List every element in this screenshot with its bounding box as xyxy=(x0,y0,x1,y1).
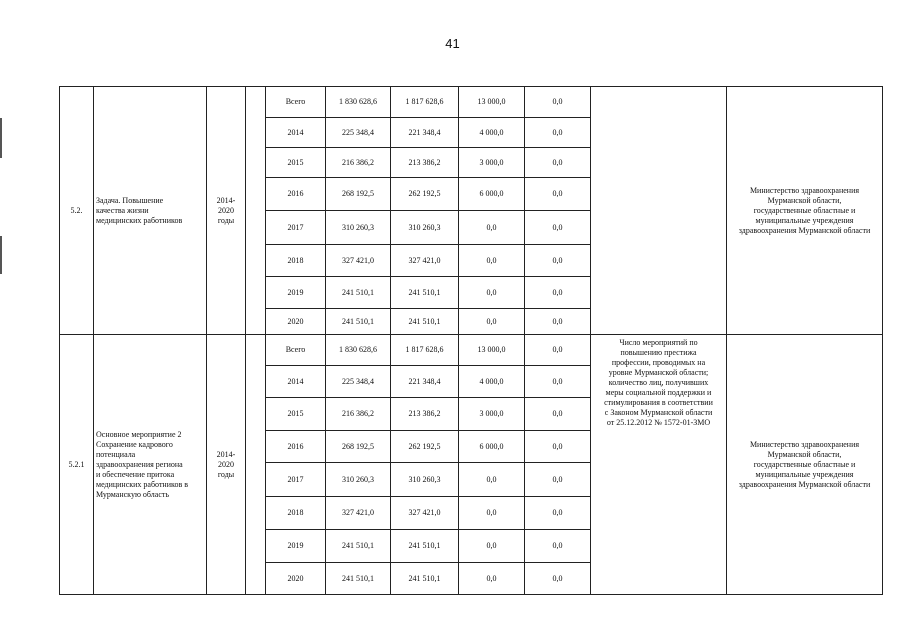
other-amount-cell-text: 0,0 xyxy=(552,573,563,583)
federal-amount-cell-text: 3 000,0 xyxy=(479,157,504,167)
responsible-cell-text: Министерство здравоохранения Мурманской области, государственные областные и муниципальные учреждения здравоохранения Мурманской области xyxy=(738,185,871,235)
federal-amount-cell-text: 0,0 xyxy=(486,316,497,326)
other-amount-cell xyxy=(525,366,591,398)
federal-amount-cell-text: 4 000,0 xyxy=(479,376,504,386)
regional-amount-cell xyxy=(391,335,459,366)
regional-amount-cell-text: 1 817 628,6 xyxy=(405,345,444,354)
regional-amount-cell-text: 241 510,1 xyxy=(408,573,441,583)
section-description-cell xyxy=(94,87,207,335)
federal-amount-cell-text: 0,0 xyxy=(486,573,497,583)
total-amount-cell-text: 1 830 628,6 xyxy=(339,97,377,106)
program-table xyxy=(59,86,883,595)
federal-amount-cell xyxy=(459,563,525,595)
year-cell-text: 2016 xyxy=(287,441,304,451)
other-amount-cell-text: 0,0 xyxy=(552,474,563,484)
federal-amount-cell-text: 3 000,0 xyxy=(479,409,504,418)
responsible-cell-text: Министерство здравоохранения Мурманской области, государственные областные и муниципальные учреждения здравоохранения Мурманской области xyxy=(738,439,871,489)
responsible-cell xyxy=(727,335,883,595)
year-cell xyxy=(266,211,326,245)
scan-edge-mark xyxy=(0,118,2,158)
regional-amount-cell-text: 221 348,4 xyxy=(408,376,441,386)
year-cell-text: 2017 xyxy=(287,474,304,484)
page-number: 41 xyxy=(445,36,460,51)
regional-amount-cell-text: 310 260,3 xyxy=(408,222,441,232)
year-cell xyxy=(266,87,326,118)
year-cell-text: 2019 xyxy=(287,541,304,550)
year-cell-text: 2016 xyxy=(287,189,304,198)
regional-amount-cell xyxy=(391,530,459,563)
year-cell-text: 2017 xyxy=(287,222,304,232)
spacer-cell xyxy=(246,335,266,595)
responsible-cell xyxy=(727,87,883,335)
federal-amount-cell xyxy=(459,245,525,277)
federal-amount-cell xyxy=(459,148,525,178)
other-amount-cell-text: 0,0 xyxy=(552,222,563,232)
federal-amount-cell xyxy=(459,178,525,211)
federal-amount-cell-text: 4 000,0 xyxy=(479,127,504,137)
federal-amount-cell xyxy=(459,277,525,309)
federal-amount-cell-text: 6 000,0 xyxy=(479,189,504,198)
federal-amount-cell xyxy=(459,497,525,530)
federal-amount-cell xyxy=(459,530,525,563)
total-amount-cell xyxy=(326,87,391,118)
indicator-cell xyxy=(591,87,727,335)
other-amount-cell-text: 0,0 xyxy=(552,255,563,265)
period-cell-text: 2014- 2020 годы xyxy=(216,195,236,225)
year-cell-text: 2019 xyxy=(287,287,304,297)
other-amount-cell xyxy=(525,211,591,245)
scan-edge-mark xyxy=(0,236,2,274)
total-amount-cell-text: 241 510,1 xyxy=(342,573,374,583)
federal-amount-cell xyxy=(459,431,525,463)
year-cell xyxy=(266,309,326,335)
table-row xyxy=(60,335,883,366)
regional-amount-cell-text: 310 260,3 xyxy=(408,474,441,484)
indicator-cell xyxy=(591,335,727,595)
year-cell xyxy=(266,335,326,366)
total-amount-cell xyxy=(326,431,391,463)
regional-amount-cell xyxy=(391,148,459,178)
total-amount-cell xyxy=(326,211,391,245)
regional-amount-cell xyxy=(391,398,459,431)
regional-amount-cell xyxy=(391,178,459,211)
total-amount-cell xyxy=(326,178,391,211)
other-amount-cell-text: 0,0 xyxy=(552,189,563,198)
total-amount-cell xyxy=(326,277,391,309)
other-amount-cell-text: 0,0 xyxy=(552,541,563,550)
section-number-cell-text: 5.2. xyxy=(70,205,83,215)
year-cell-text: 2020 xyxy=(287,573,304,583)
year-cell xyxy=(266,463,326,497)
regional-amount-cell xyxy=(391,309,459,335)
total-amount-cell xyxy=(326,463,391,497)
other-amount-cell xyxy=(525,309,591,335)
other-amount-cell xyxy=(525,245,591,277)
regional-amount-cell-text: 241 510,1 xyxy=(408,287,441,297)
total-amount-cell-text: 1 830 628,6 xyxy=(339,345,377,354)
section-description-cell-text: Задача. Повышение качества жизни медицинских работников xyxy=(96,195,183,225)
total-amount-cell xyxy=(326,335,391,366)
other-amount-cell xyxy=(525,530,591,563)
regional-amount-cell-text: 221 348,4 xyxy=(408,127,441,137)
other-amount-cell-text: 0,0 xyxy=(552,127,563,137)
year-cell-text: Всего xyxy=(285,97,306,106)
total-amount-cell xyxy=(326,245,391,277)
regional-amount-cell xyxy=(391,277,459,309)
total-amount-cell xyxy=(326,148,391,178)
regional-amount-cell-text: 1 817 628,6 xyxy=(405,97,444,106)
other-amount-cell xyxy=(525,398,591,431)
other-amount-cell xyxy=(525,277,591,309)
year-cell xyxy=(266,178,326,211)
year-cell xyxy=(266,148,326,178)
regional-amount-cell xyxy=(391,211,459,245)
regional-amount-cell-text: 241 510,1 xyxy=(408,541,441,550)
other-amount-cell xyxy=(525,335,591,366)
federal-amount-cell-text: 0,0 xyxy=(486,287,497,297)
regional-amount-cell xyxy=(391,118,459,148)
year-cell xyxy=(266,431,326,463)
regional-amount-cell-text: 262 192,5 xyxy=(408,441,441,451)
other-amount-cell xyxy=(525,87,591,118)
total-amount-cell-text: 225 348,4 xyxy=(342,127,374,137)
other-amount-cell xyxy=(525,118,591,148)
regional-amount-cell xyxy=(391,497,459,530)
year-cell xyxy=(266,530,326,563)
regional-amount-cell-text: 213 386,2 xyxy=(408,157,441,167)
federal-amount-cell xyxy=(459,335,525,366)
year-cell xyxy=(266,245,326,277)
year-cell xyxy=(266,563,326,595)
section-description-cell-text: Основное мероприятие 2 Сохранение кадрового потенциала здравоохранения региона и обеспечение притока медицинских работников в Мурманскую область xyxy=(96,429,189,499)
total-amount-cell xyxy=(326,118,391,148)
regional-amount-cell xyxy=(391,87,459,118)
regional-amount-cell-text: 262 192,5 xyxy=(408,189,441,198)
federal-amount-cell xyxy=(459,309,525,335)
year-cell-text: 2015 xyxy=(287,409,304,418)
other-amount-cell xyxy=(525,497,591,530)
year-cell-text: Всего xyxy=(285,345,306,354)
year-cell-text: 2014 xyxy=(287,127,304,137)
total-amount-cell-text: 327 421,0 xyxy=(342,255,374,265)
total-amount-cell-text: 225 348,4 xyxy=(342,376,374,386)
other-amount-cell-text: 0,0 xyxy=(552,287,563,297)
federal-amount-cell-text: 0,0 xyxy=(486,255,497,265)
total-amount-cell-text: 268 192,5 xyxy=(342,189,374,198)
year-cell-text: 2018 xyxy=(287,508,304,517)
total-amount-cell-text: 268 192,5 xyxy=(342,441,374,451)
federal-amount-cell-text: 0,0 xyxy=(486,474,497,484)
total-amount-cell xyxy=(326,563,391,595)
table-row xyxy=(60,87,883,118)
total-amount-cell-text: 216 386,2 xyxy=(342,157,374,167)
period-cell xyxy=(207,87,246,335)
federal-amount-cell-text: 0,0 xyxy=(486,541,497,550)
federal-amount-cell xyxy=(459,118,525,148)
regional-amount-cell-text: 241 510,1 xyxy=(408,316,441,326)
spacer-cell xyxy=(246,87,266,335)
other-amount-cell-text: 0,0 xyxy=(552,316,563,326)
total-amount-cell xyxy=(326,497,391,530)
total-amount-cell-text: 241 510,1 xyxy=(342,316,374,326)
year-cell-text: 2018 xyxy=(287,255,304,265)
regional-amount-cell xyxy=(391,563,459,595)
year-cell xyxy=(266,277,326,309)
regional-amount-cell-text: 327 421,0 xyxy=(408,508,441,517)
total-amount-cell-text: 310 260,3 xyxy=(342,222,374,232)
total-amount-cell xyxy=(326,398,391,431)
total-amount-cell xyxy=(326,530,391,563)
regional-amount-cell-text: 327 421,0 xyxy=(408,255,441,265)
federal-amount-cell xyxy=(459,87,525,118)
year-cell xyxy=(266,366,326,398)
total-amount-cell xyxy=(326,309,391,335)
year-cell xyxy=(266,118,326,148)
regional-amount-cell xyxy=(391,463,459,497)
year-cell-text: 2020 xyxy=(287,316,304,326)
period-cell xyxy=(207,335,246,595)
regional-amount-cell-text: 213 386,2 xyxy=(408,409,441,418)
total-amount-cell-text: 327 421,0 xyxy=(342,508,374,517)
federal-amount-cell-text: 13 000,0 xyxy=(477,97,506,106)
total-amount-cell xyxy=(326,366,391,398)
other-amount-cell xyxy=(525,431,591,463)
section-number-cell xyxy=(60,335,94,595)
other-amount-cell xyxy=(525,563,591,595)
section-number-cell xyxy=(60,87,94,335)
federal-amount-cell-text: 0,0 xyxy=(486,508,497,517)
year-cell-text: 2014 xyxy=(287,376,304,386)
year-cell xyxy=(266,497,326,530)
total-amount-cell-text: 216 386,2 xyxy=(342,409,374,418)
other-amount-cell-text: 0,0 xyxy=(552,97,563,106)
period-cell-text: 2014- 2020 годы xyxy=(216,449,236,479)
other-amount-cell-text: 0,0 xyxy=(552,508,563,517)
federal-amount-cell-text: 0,0 xyxy=(486,222,497,232)
regional-amount-cell xyxy=(391,431,459,463)
regional-amount-cell xyxy=(391,245,459,277)
federal-amount-cell xyxy=(459,398,525,431)
federal-amount-cell-text: 6 000,0 xyxy=(479,441,504,451)
other-amount-cell-text: 0,0 xyxy=(552,441,563,451)
other-amount-cell-text: 0,0 xyxy=(552,157,563,167)
total-amount-cell-text: 241 510,1 xyxy=(342,541,374,550)
total-amount-cell-text: 241 510,1 xyxy=(342,287,374,297)
year-cell-text: 2015 xyxy=(287,157,304,167)
other-amount-cell-text: 0,0 xyxy=(552,409,563,418)
other-amount-cell-text: 0,0 xyxy=(552,345,563,354)
other-amount-cell xyxy=(525,463,591,497)
other-amount-cell-text: 0,0 xyxy=(552,376,563,386)
indicator-cell-text: Число мероприятий по повышению престижа профессии, проводимых на уровне Мурманской области; количество лиц, получивших меры социальной поддержки и стимулирования в соответствии с Законом Мурманской области от 25.12.2012 № 1572-01-ЗМО xyxy=(604,338,713,427)
year-cell xyxy=(266,398,326,431)
federal-amount-cell xyxy=(459,366,525,398)
federal-amount-cell xyxy=(459,463,525,497)
federal-amount-cell xyxy=(459,211,525,245)
section-description-cell xyxy=(94,335,207,595)
total-amount-cell-text: 310 260,3 xyxy=(342,474,374,484)
other-amount-cell xyxy=(525,178,591,211)
federal-amount-cell-text: 13 000,0 xyxy=(477,345,506,354)
other-amount-cell xyxy=(525,148,591,178)
regional-amount-cell xyxy=(391,366,459,398)
section-number-cell-text: 5.2.1 xyxy=(68,459,85,469)
